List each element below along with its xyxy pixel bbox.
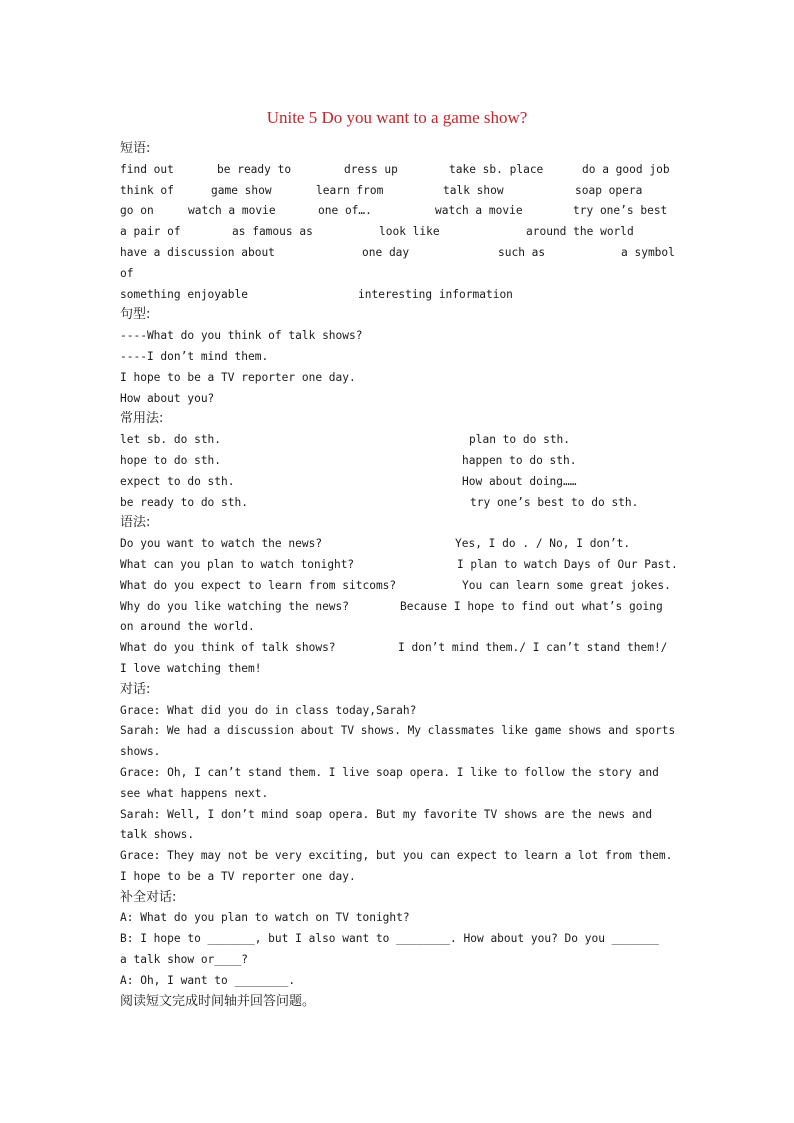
grammar-row (120, 638, 675, 659)
usage-row (120, 493, 675, 514)
document-body (120, 139, 678, 1012)
sentence-line: ----I don’t mind them. (120, 349, 269, 363)
grammar-row (120, 555, 678, 576)
grammar-heading: 语法: (120, 515, 151, 531)
phrase: watch a movie (188, 204, 276, 218)
phrase: think of (120, 183, 174, 197)
sentence-line: I hope to be a TV reporter one day. (120, 370, 356, 384)
phrases-row (120, 181, 675, 202)
phrase: such as (498, 245, 546, 259)
phrase: learn from (316, 183, 384, 197)
phrase: a pair of (120, 225, 181, 239)
grammar-answer: I don’t mind them./ I can’t stand them!/ (398, 641, 668, 655)
grammar-row (120, 576, 675, 597)
usage-right: happen to do sth. (462, 453, 577, 467)
usage-row (120, 451, 675, 472)
phrase: look like (379, 225, 440, 239)
grammar-answer: You can learn some great jokes. (462, 578, 671, 592)
dialogue-line: Grace: Oh, I can’t stand them. I live soap opera. I like to follow the story and (120, 765, 659, 779)
phrases-row (120, 160, 675, 181)
grammar-answer: I plan to watch Days of Our Past. (457, 557, 678, 571)
phrases-heading: 短语: (120, 141, 151, 156)
grammar-line: I love watching them! (120, 661, 262, 675)
usage-right: plan to do sth. (469, 433, 571, 447)
sentence-line: ----What do you think of talk shows? (120, 329, 363, 343)
grammar-question: What can you plan to watch tonight? (120, 557, 355, 571)
complete-line: A: Oh, I want to ________. (120, 973, 296, 987)
phrase: one day (362, 245, 410, 259)
phrase: dress up (344, 162, 398, 176)
phrase-wrap: of (120, 266, 134, 280)
usage-row (120, 430, 675, 451)
phrase: be ready to (217, 162, 292, 176)
grammar-question: What do you think of talk shows? (120, 641, 336, 655)
phrases-row (120, 285, 675, 306)
phrase: around the world (526, 225, 634, 239)
phrase: something enjoyable (120, 287, 248, 301)
grammar-answer: Because I hope to find out what’s going (400, 599, 663, 613)
grammar-line: on around the world. (120, 620, 255, 634)
grammar-question: Do you want to watch the news? (120, 537, 323, 551)
sentence-line: How about you? (120, 391, 215, 405)
phrase: take sb. place (449, 162, 544, 176)
sentences-heading: 句型: (120, 307, 151, 323)
phrase: as famous as (232, 225, 313, 239)
dialogue-line: Grace: What did you do in class today,Sarah? (120, 703, 417, 717)
dialogue-line: Grace: They may not be very exciting, but you can expect to learn a lot from them. (120, 849, 673, 863)
phrase: do a good job (582, 162, 670, 176)
grammar-row (120, 597, 675, 618)
reading-heading: 阅读短文完成时间轴并回答问题。 (120, 993, 316, 1009)
grammar-question: Why do you like watching the news? (120, 599, 350, 613)
dialogue-line: Sarah: We had a discussion about TV shows. My classmates like game shows and sports (120, 724, 676, 738)
complete-dialogue-heading: 补全对话: (120, 889, 177, 905)
phrases-row (120, 222, 675, 243)
phrase: a symbol (621, 245, 675, 259)
phrase: try one’s best (573, 204, 668, 218)
phrase: watch a movie (435, 204, 523, 218)
grammar-question: What do you expect to learn from sitcoms? (120, 578, 397, 592)
phrase: one of…. (318, 204, 372, 218)
phrases-row (120, 243, 675, 264)
grammar-answer: Yes, I do . / No, I don’t. (455, 537, 631, 551)
usage-right: try one’s best to do sth. (470, 495, 639, 509)
complete-line: A: What do you plan to watch on TV tonight? (120, 911, 410, 925)
phrase: soap opera (575, 183, 643, 197)
phrase: go on (120, 204, 154, 218)
grammar-row (120, 534, 675, 555)
phrases-row (120, 201, 675, 222)
usage-left: let sb. do sth. (120, 433, 222, 447)
phrase: talk show (443, 183, 504, 197)
usage-left: hope to do sth. (120, 453, 222, 467)
complete-line: B: I hope to _______, but I also want to ________. How about you? Do you _______ (120, 932, 659, 946)
dialogue-line: I hope to be a TV reporter one day. (120, 869, 356, 883)
document-title: Unite 5 Do you want to a game show? (266, 108, 528, 127)
usage-right: How about doing…… (462, 474, 577, 488)
complete-line: a talk show or____? (120, 953, 248, 967)
dialogue-line: Sarah: Well, I don’t mind soap opera. But my favorite TV shows are the news and (120, 807, 653, 821)
dialogue-line: shows. (120, 745, 161, 759)
usage-left: expect to do sth. (120, 474, 235, 488)
phrase: interesting information (358, 287, 513, 301)
usage-heading: 常用法: (120, 411, 164, 427)
phrase: have a discussion about (120, 245, 275, 259)
dialogue-heading: 对话: (120, 681, 151, 697)
phrase: find out (120, 162, 174, 176)
phrase: game show (211, 183, 272, 197)
usage-left: be ready to do sth. (120, 495, 248, 509)
usage-row (120, 472, 675, 493)
dialogue-line: see what happens next. (120, 786, 269, 800)
dialogue-line: talk shows. (120, 828, 195, 842)
